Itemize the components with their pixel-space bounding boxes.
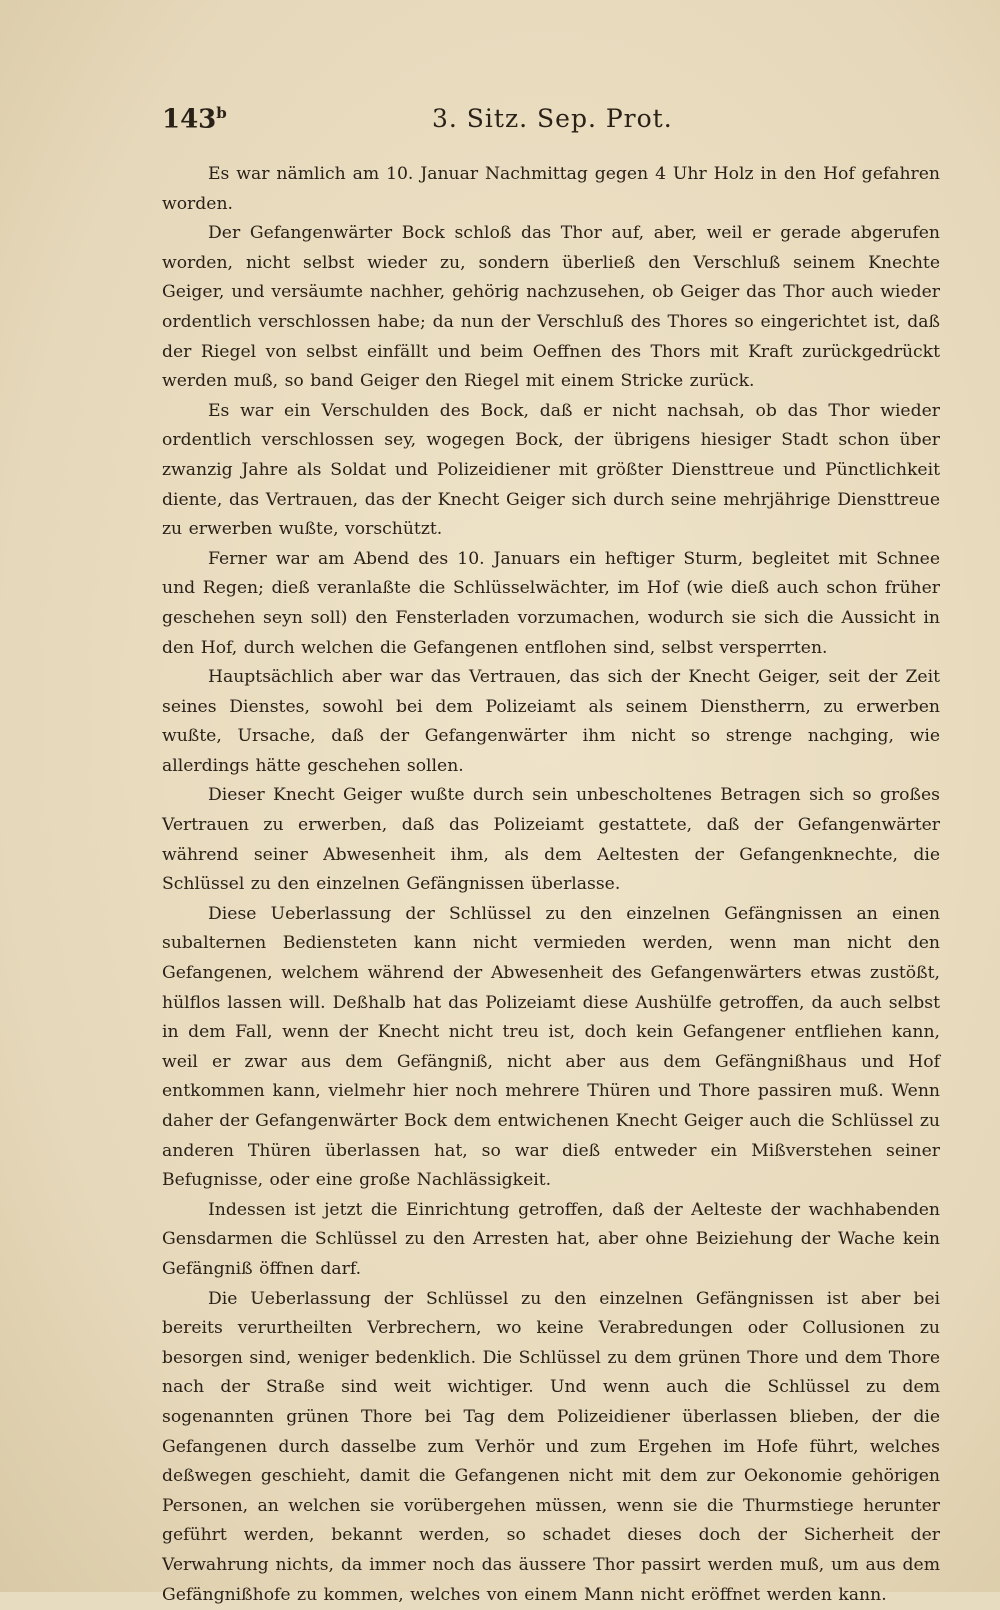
paragraph: Hauptsächlich aber war das Vertrauen, das sich der Knecht Geiger, seit der Zeit seines Dienstes, sowohl bei dem Polizeiamt als seinem Dienstherrn, zu erwerben wußte, Ursache, daß der Gefangenwärter ihm nicht so strenge nachging, wie allerdings hätte geschehen sollen. (162, 667, 940, 776)
paragraph: Dieser Knecht Geiger wußte durch sein unbescholtenes Betragen sich so großes Vertrauen zu erwerben, daß das Polizeiamt gestattete, daß der Gefangenwärter während seiner Abwesenheit ihm, als dem Aeltesten der Gefangenknechte, die Schlüssel zu den einzelnen Gefängnissen überlasse. (162, 785, 940, 895)
running-title: 3. Sitz. Sep. Prot. (432, 104, 673, 133)
page-number: 143$^b$ (162, 104, 227, 135)
paragraph: Es war ein Verschulden des Bock, daß er nicht nachsah, ob das Thor wieder ordentlich verschlossen sey, wogegen Bock, der übrigens hiesiger Stadt schon über zwanzig Jahre als Soldat und Polizeidiener mit größter Diensttreue und Pünctlichkeit diente, das Vertrauen, das der Knecht Geiger sich durch seine mehrjährige Diensttreue zu erwerben wußte, vorschützt. (162, 400, 940, 540)
paragraph: Der Gefangenwärter Bock schloß das Thor auf, aber, weil er gerade abgerufen worden, nicht selbst wieder zu, sondern überließ den Verschluß seinem Knechte Geiger, und versäumte nachher, gehörig nachzusehen, ob Geiger das Thor auch wieder ordentlich verschlossen habe; da nun der Verschluß des Thores so eingerichtet ist, daß der Riegel von selbst einfällt und beim Oeffnen des Thors mit Kraft zurückgedrückt werden muß, so band Geiger den Riegel mit einem Stricke zurück. (162, 223, 940, 392)
paragraph: Indessen ist jetzt die Einrichtung getroffen, daß der Aelteste der wachhabenden Gensdarmen die Schlüssel zu den Arresten hat, aber ohne Beiziehung der Wache kein Gefängniß öffnen darf. (162, 1199, 940, 1279)
paragraph: Ferner war am Abend des 10. Januars ein heftiger Sturm, begleitet mit Schnee und Regen; dieß veranlaßte die Schlüsselwächter, im Hof (wie dieß auch schon früher geschehen seyn soll) den Fensterladen vorzumachen, wodurch sie sich die Aussicht in den Hof, durch welchen die Gefangenen entflohen sind, selbst versperrten. (162, 548, 940, 658)
paragraph: Die Ueberlassung der Schlüssel zu den einzelnen Gefängnissen ist aber bei bereits verurtheilten Verbrechern, wo keine Verabredungen oder Collusionen zu besorgen sind, weniger bedenklich. Die Schlüssel zu dem grünen Thore und dem Thore nach der Straße sind weit wichtiger. Und wenn auch die Schlüssel zu dem sogenannten grünen Thore bei Tag dem Polizeidiener überlassen blieben, der die Gefangenen durch dasselbe zum Verhör und zum Ergehen im Hofe führt, welches deßwegen geschieht, damit die Gefangenen nicht mit dem zur Oekonomie gehörigen Personen, an welchen sie vorübergehen müssen, wenn sie die Thurmstiege herunter geführt werden, bekannt werden, so schadet dieses doch der Sicherheit der Verwahrung nichts, da immer noch das äussere Thor passirt werden muß, um aus dem Gefängnißhofe zu kommen, welches von einem Mann nicht eröffnet werden kann. (162, 1288, 940, 1605)
body-text (162, 160, 940, 1610)
page-number-suffix: b (216, 104, 227, 122)
page-header (162, 104, 940, 144)
paragraph: Diese Ueberlassung der Schlüssel zu den einzelnen Gefängnissen an einen subalternen Bediensteten kann nicht vermieden werden, wenn man nicht den Gefangenen, welchem während der Abwesenheit des Gefangenwärters etwas zustößt, hülflos lassen will. Deßhalb hat das Polizeiamt diese Aushülfe getroffen, da auch selbst in dem Fall, wenn der Knecht nicht treu ist, doch kein Gefangener entfliehen kann, weil er zwar aus dem Gefängniß, nicht aber aus dem Gefängnißhaus und Hof entkommen kann, vielmehr hier noch mehrere Thüren und Thore passiren muß. Wenn daher der Gefangenwärter Bock dem entwichenen Knecht Geiger auch die Schlüssel zu anderen Thüren überlassen hat, so war dieß entweder ein Mißverstehen seiner Befugnisse, oder eine große Nachlässigkeit. (162, 903, 940, 1191)
paragraph: Es war nämlich am 10. Januar Nachmittag gegen 4 Uhr Holz in den Hof gefahren worden. (162, 164, 940, 214)
